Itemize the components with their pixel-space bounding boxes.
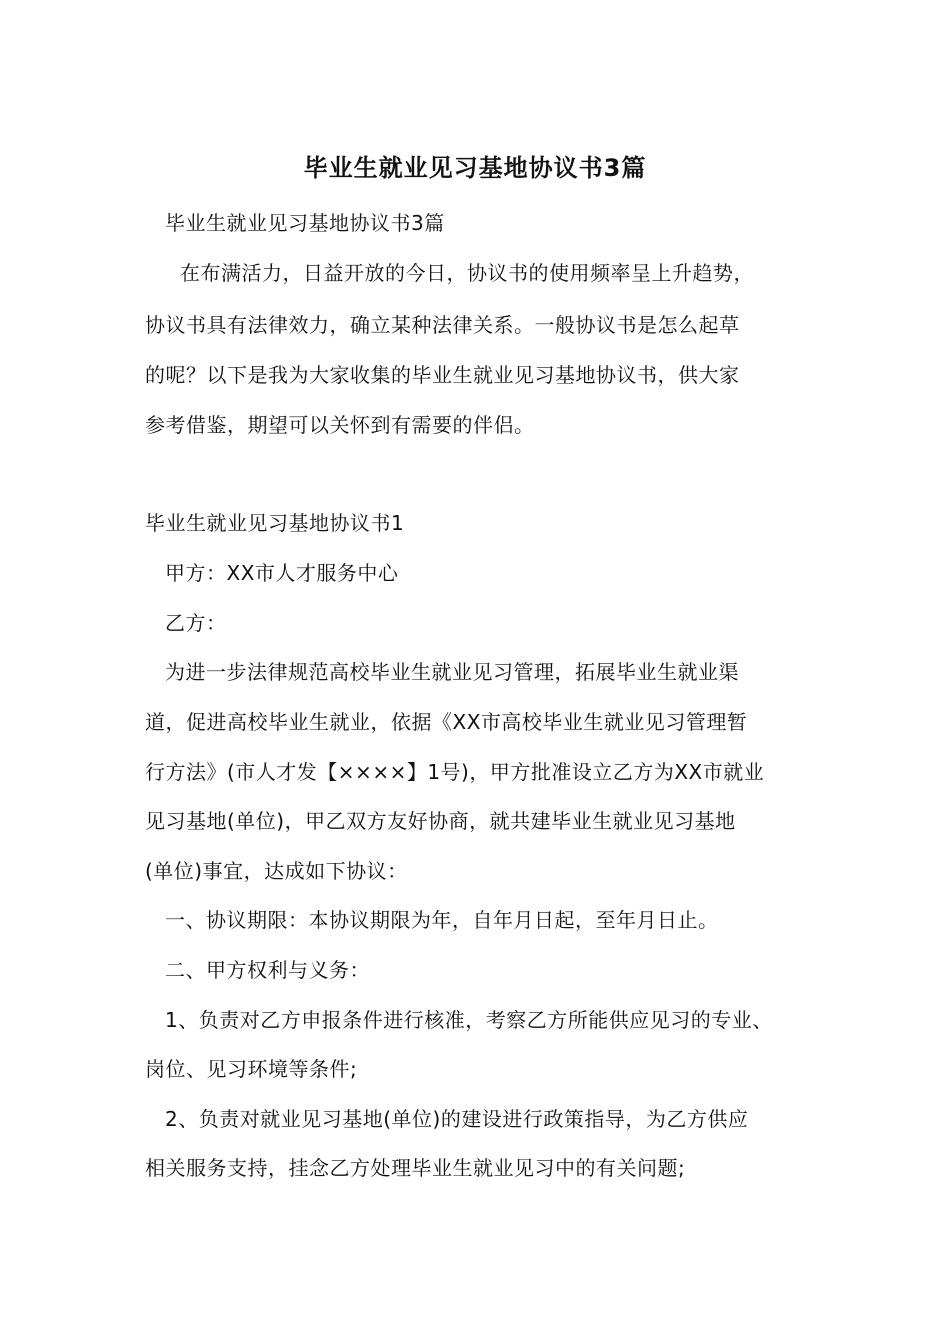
paragraph-line: 道，促进高校毕业生就业，依据《XX市高校毕业生就业见习管理暂	[145, 710, 748, 734]
paragraph-line: (单位)事宜，达成如下协议：	[145, 859, 408, 883]
paragraph-line: 为进一步法律规范高校毕业生就业见习管理，拓展毕业生就业渠	[165, 660, 739, 684]
clause-item: 岗位、见习环境等条件;	[145, 1057, 358, 1081]
clause-line: 一、协议期限：本协议期限为年，自年月日起，至年月日止。	[165, 908, 719, 932]
paragraph-line: 见习基地(单位)，甲乙双方友好协商，就共建毕业生就业见习基地	[145, 809, 736, 833]
paragraph-line: 参考借鉴，期望可以关怀到有需要的伴侣。	[145, 413, 535, 437]
paragraph-line: 的呢？以下是我为大家收集的毕业生就业见习基地协议书，供大家	[145, 363, 740, 387]
clause-heading: 二、甲方权利与义务：	[165, 958, 370, 982]
party-a-line: 甲方：XX市人才服务中心	[165, 561, 399, 585]
paragraph-line: 行方法》(市人才发【××××】1号)，甲方批准设立乙方为XX市就业	[145, 760, 765, 784]
party-b-line: 乙方：	[165, 611, 227, 635]
document-title: 毕业生就业见习基地协议书3篇	[303, 154, 647, 182]
clause-item: 2、负责对就业见习基地(单位)的建设进行政策指导，为乙方供应	[165, 1107, 749, 1131]
clause-item: 相关服务支持，挂念乙方处理毕业生就业见习中的有关问题;	[145, 1156, 686, 1180]
paragraph-line: 在布满活力，日益开放的今日，协议书的使用频率呈上升趋势，	[180, 261, 754, 285]
subtitle-line: 毕业生就业见习基地协议书3篇	[165, 211, 445, 235]
clause-item: 1、负责对乙方申报条件进行核准，考察乙方所能供应见习的专业、	[165, 1008, 773, 1032]
section-heading: 毕业生就业见习基地协议书1	[145, 511, 405, 535]
paragraph-line: 协议书具有法律效力，确立某种法律关系。一般协议书是怎么起草	[145, 313, 740, 337]
